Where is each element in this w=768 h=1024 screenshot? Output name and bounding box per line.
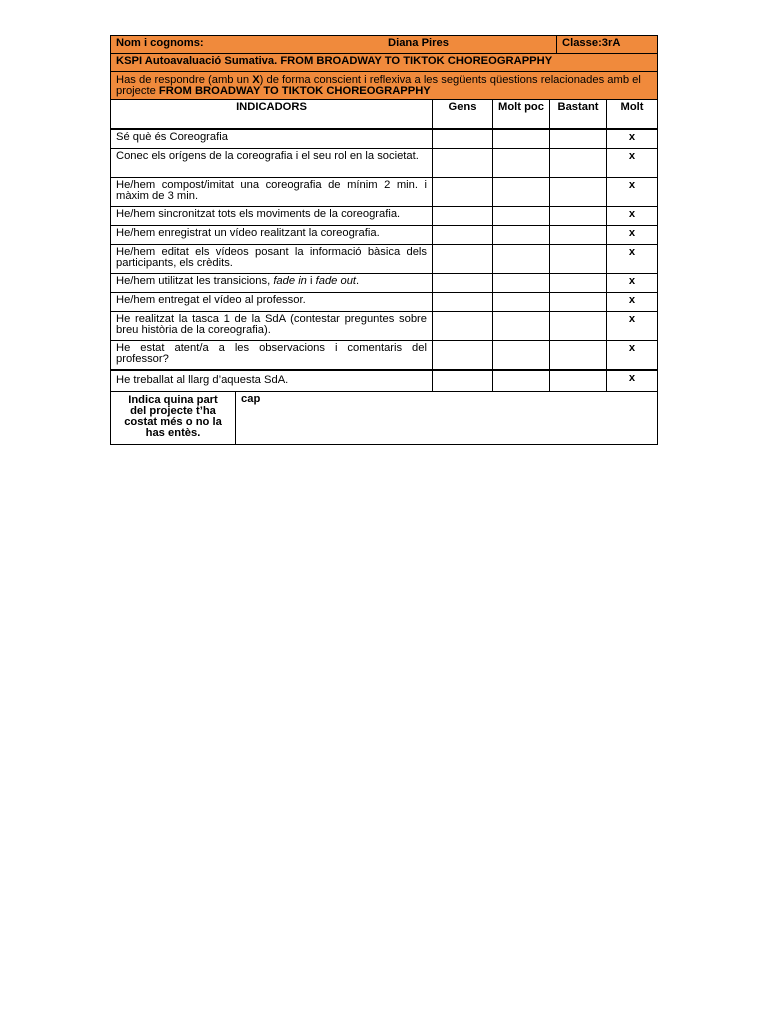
cell-molt[interactable]: x xyxy=(607,312,658,341)
header-table xyxy=(110,35,658,100)
cell-gens[interactable] xyxy=(433,178,493,207)
cell-molt-poc[interactable] xyxy=(493,312,550,341)
indicator-text-part: i xyxy=(306,275,316,287)
cell-molt-poc[interactable] xyxy=(493,149,550,178)
indicator-text: He/hem editat els vídeos posant la informació bàsica dels participants, els crèdits. xyxy=(111,245,433,274)
indicator-text: He/hem compost/imitat una coreografia de mínim 2 min. i màxim de 3 min. xyxy=(111,178,433,207)
indicator-text: Conec els orígens de la coreografia i el seu rol en la societat. xyxy=(111,149,433,178)
cell-molt-poc[interactable] xyxy=(493,245,550,274)
cell-molt-poc[interactable] xyxy=(493,274,550,293)
indicators-table xyxy=(110,99,658,392)
indicator-text-fade-out: fade out xyxy=(315,275,357,287)
cell-molt-poc[interactable] xyxy=(493,341,550,371)
form-title: KSPI Autoavaluació Sumativa. FROM BROADWAY TO TIKTOK CHOREOGRAPPHY xyxy=(111,54,658,72)
col-indicators: INDICADORS xyxy=(111,100,433,130)
cell-molt[interactable]: x xyxy=(607,341,658,371)
cell-bastant[interactable] xyxy=(550,312,607,341)
cell-gens[interactable] xyxy=(433,274,493,293)
title-row xyxy=(111,54,658,72)
table-row xyxy=(111,341,658,371)
table-row xyxy=(111,178,658,207)
cell-bastant[interactable] xyxy=(550,149,607,178)
instructions-text: Has de respondre (amb un xyxy=(116,74,253,86)
cell-gens[interactable] xyxy=(433,226,493,245)
cell-bastant[interactable] xyxy=(550,370,607,392)
cell-molt[interactable]: x xyxy=(607,370,658,392)
table-row xyxy=(111,245,658,274)
table-row xyxy=(111,370,658,392)
cell-molt-poc[interactable] xyxy=(493,226,550,245)
cell-gens[interactable] xyxy=(433,129,493,149)
table-row xyxy=(111,293,658,312)
indicator-text: He realitzat la tasca 1 de la SdA (contestar preguntes sobre breu història de la coreografia). xyxy=(111,312,433,341)
cell-bastant[interactable] xyxy=(550,293,607,312)
name-cell xyxy=(111,36,557,54)
cell-bastant[interactable] xyxy=(550,226,607,245)
cell-molt-poc[interactable] xyxy=(493,207,550,226)
cell-bastant[interactable] xyxy=(550,274,607,293)
cell-gens[interactable] xyxy=(433,207,493,226)
cell-gens[interactable] xyxy=(433,245,493,274)
instructions xyxy=(111,72,658,100)
cell-molt[interactable]: x xyxy=(607,178,658,207)
col-molt-poc: Molt poc xyxy=(493,100,550,130)
indicator-text: He/hem entregat el vídeo al professor. xyxy=(111,293,433,312)
table-row xyxy=(111,207,658,226)
name-row xyxy=(111,36,658,54)
instructions-project: FROM BROADWAY TO TIKTOK CHOREOGRAPPHY xyxy=(158,85,431,97)
cell-gens[interactable] xyxy=(433,341,493,371)
cell-bastant[interactable] xyxy=(550,207,607,226)
indicator-text-part: . xyxy=(356,275,360,287)
table-row xyxy=(111,129,658,149)
column-header-row xyxy=(111,100,658,130)
cell-bastant[interactable] xyxy=(550,129,607,149)
indicator-text: He/hem enregistrat un vídeo realitzant la coreografia. xyxy=(111,226,433,245)
cell-molt[interactable]: x xyxy=(607,293,658,312)
cell-bastant[interactable] xyxy=(550,341,607,371)
indicator-text-part: He/hem utilitzat les transicions, xyxy=(116,275,274,287)
cell-molt[interactable]: x xyxy=(607,245,658,274)
cell-gens[interactable] xyxy=(433,149,493,178)
table-row xyxy=(111,226,658,245)
col-gens: Gens xyxy=(433,100,493,130)
table-row xyxy=(111,149,658,178)
reflection-answer[interactable]: cap xyxy=(236,392,658,445)
cell-bastant[interactable] xyxy=(550,245,607,274)
table-row xyxy=(111,312,658,341)
cell-bastant[interactable] xyxy=(550,178,607,207)
cell-molt[interactable]: x xyxy=(607,149,658,178)
self-assessment-sheet xyxy=(110,35,657,445)
name-value: Diana Pires xyxy=(388,37,449,49)
indicator-text: He estat atent/a a les observacions i comentaris del professor? xyxy=(111,341,433,371)
indicator-text: He/hem sincronitzat tots els moviments de la coreografia. xyxy=(111,207,433,226)
indicator-text xyxy=(111,274,433,293)
indicator-text: Sé què és Coreografia xyxy=(111,129,433,149)
instructions-row xyxy=(111,72,658,100)
name-label: Nom i cognoms: xyxy=(116,37,204,49)
reflection-question: Indica quina part del projecte t’ha costat més o no la has entès. xyxy=(111,392,236,445)
cell-molt[interactable]: x xyxy=(607,274,658,293)
col-bastant: Bastant xyxy=(550,100,607,130)
instructions-x: X xyxy=(252,74,260,86)
cell-molt[interactable]: x xyxy=(607,207,658,226)
cell-gens[interactable] xyxy=(433,370,493,392)
cell-molt-poc[interactable] xyxy=(493,293,550,312)
cell-gens[interactable] xyxy=(433,293,493,312)
cell-molt-poc[interactable] xyxy=(493,370,550,392)
indicator-text-fade-in: fade in xyxy=(273,275,307,287)
cell-molt-poc[interactable] xyxy=(493,178,550,207)
reflection-table xyxy=(110,391,658,445)
reflection-row xyxy=(111,392,658,445)
col-molt: Molt xyxy=(607,100,658,130)
cell-molt-poc[interactable] xyxy=(493,129,550,149)
cell-molt[interactable]: x xyxy=(607,129,658,149)
cell-gens[interactable] xyxy=(433,312,493,341)
cell-molt[interactable]: x xyxy=(607,226,658,245)
class-cell: Classe:3rA xyxy=(557,36,658,54)
indicator-text: He treballat al llarg d’aquesta SdA. xyxy=(111,370,433,392)
table-row xyxy=(111,274,658,293)
instructions-text-2: ) de forma conscient i reflexiva a les següents qüestions relacionades amb el projecte xyxy=(116,74,641,97)
